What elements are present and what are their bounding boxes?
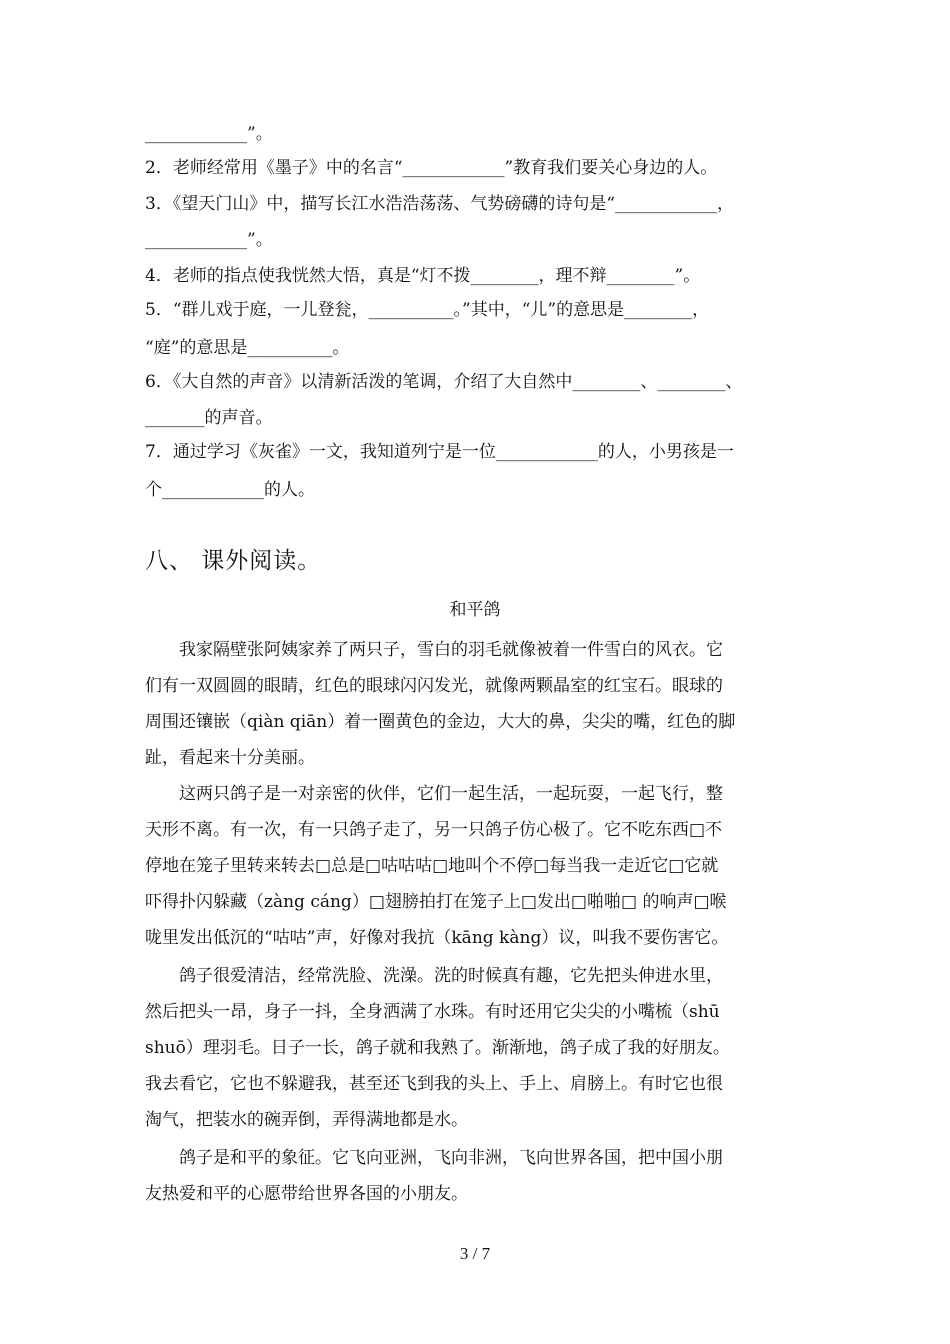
story-line: 鸽子很爱清洁，经常洗脸、洗澡。洗的时候真有趣，它先把头伸进水里，	[145, 966, 723, 986]
question-3-line-2: ____________”。	[145, 230, 273, 250]
story-paragraph-1	[145, 632, 825, 776]
story-paragraph-4	[145, 1140, 825, 1212]
section-title: 八、 课外阅读。	[145, 548, 322, 574]
story-title: 和平鸽	[449, 600, 501, 620]
story-line: 吓得扑闪躲藏（zàng cáng）□翅膀拍打在笼子上□发出□啪啪□ 的响声□喉	[145, 892, 727, 912]
story-line: 然后把头一昂，身子一抖，全身洒满了水珠。有时还用它尖尖的小嘴梳（shū	[145, 1002, 720, 1022]
question-6-line-2: _______的声音。	[145, 408, 273, 428]
question-7-line-1: 7．通过学习《灰雀》一文，我知道列宁是一位____________的人，小男孩是一	[145, 442, 734, 462]
story-line: 淘气，把装水的碗弄倒，弄得满地都是水。	[145, 1110, 468, 1130]
page-number: 3 / 7	[459, 1244, 491, 1263]
story-line: 我去看它，它也不躲避我，甚至还飞到我的头上、手上、肩膀上。有时它也很	[145, 1074, 723, 1094]
story-line: 我家隔壁张阿姨家养了两只子，雪白的羽毛就像被着一件雪白的风衣。它	[145, 640, 723, 660]
question-3-line-1: 3．《望天门山》中，描写长江水浩浩荡荡、气势磅礴的诗句是“____________，	[145, 194, 735, 214]
story-line: 天形不离。有一次，有一只鸽子走了，另一只鸽子仿心极了。它不吃东西□不	[145, 820, 723, 840]
question-5-line-1: 5．“群儿戏于庭，一儿登瓮，__________。”其中，“儿”的意思是________，	[145, 300, 710, 320]
question-1-tail: ____________”。	[145, 124, 273, 144]
story-line: 咙里发出低沉的“咕咕”声，好像对我抗（kāng kàng）议，叫我不要伤害它。	[145, 928, 729, 948]
story-line: 停地在笼子里转来转去□总是□咕咕咕□地叫个不停□每当我一走近它□它就	[145, 856, 719, 876]
story-line: 趾，看起来十分美丽。	[145, 748, 315, 768]
question-7-line-2: 个____________的人。	[145, 480, 315, 500]
question-2: 2．老师经常用《墨子》中的名言“____________”教育我们要关心身边的人。	[145, 158, 718, 178]
story-line: 们有一双圆圆的眼睛，红色的眼球闪闪发光，就像两颗晶室的红宝石。眼球的	[145, 676, 723, 696]
story-line: 友热爱和平的心愿带给世界各国的小朋友。	[145, 1184, 468, 1204]
story-paragraph-3	[145, 958, 825, 1138]
story-line: 鸽子是和平的象征。它飞向亚洲，飞向非洲，飞向世界各国，把中国小朋	[145, 1148, 723, 1168]
question-4: 4．老师的指点使我恍然大悟，真是“灯不拨________，理不辩________”。	[145, 266, 701, 286]
story-line: shuō）理羽毛。日子一长，鸽子就和我熟了。渐渐地，鸽子成了我的好朋友。	[145, 1038, 730, 1058]
story-line: 这两只鸽子是一对亲密的伙伴，它们一起生活，一起玩耍，一起飞行，整	[145, 784, 723, 804]
story-line: 周围还镶嵌（qiàn qiān）着一圈黄色的金边，大大的鼻，尖尖的嘴，红色的脚	[145, 712, 736, 732]
story-paragraph-2	[145, 776, 825, 956]
question-6-line-1: 6．《大自然的声音》以清新活泼的笔调，介绍了大自然中________、________、	[145, 372, 743, 392]
question-5-line-2: “庭”的意思是__________。	[145, 338, 350, 358]
